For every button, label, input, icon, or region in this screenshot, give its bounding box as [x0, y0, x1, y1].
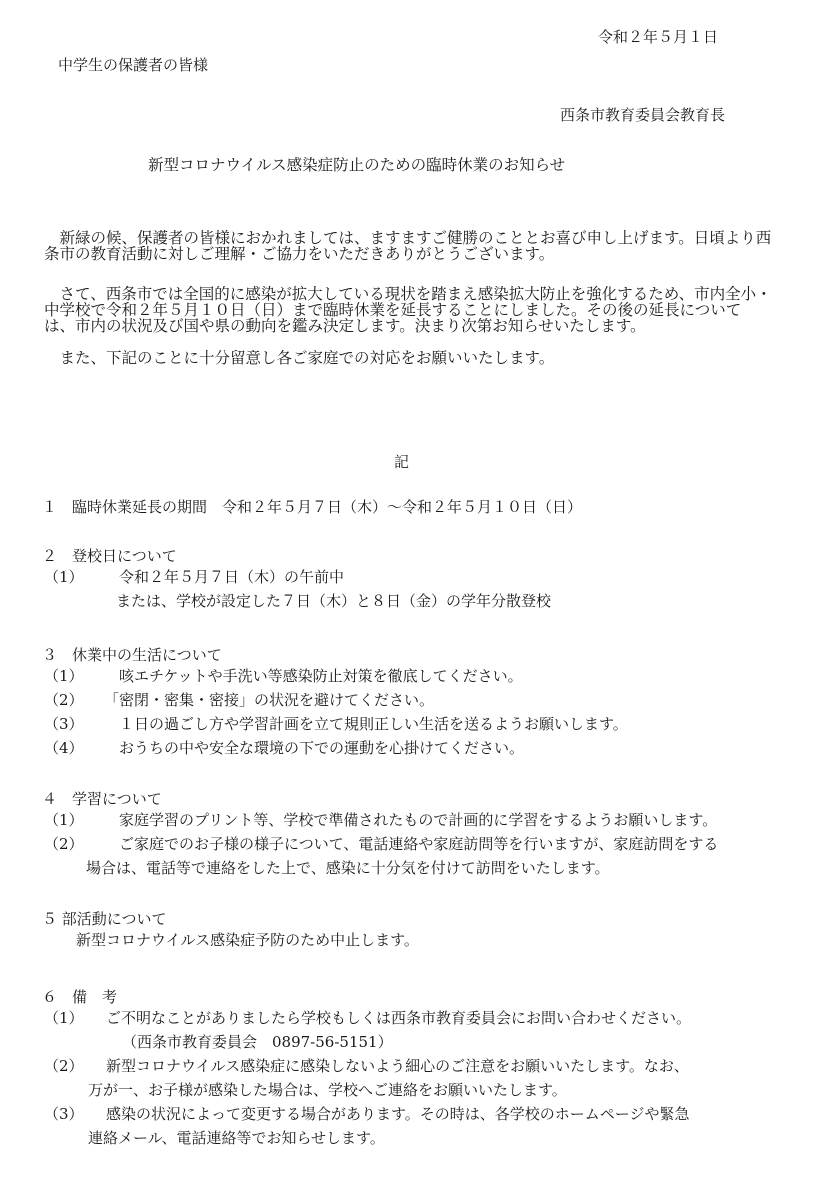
item-number: （1）	[44, 1009, 84, 1027]
paragraph-request: また、下記のことに十分留意し各ご家庭での対応をお願いいたします。	[44, 349, 555, 367]
ki-heading: 記	[394, 453, 410, 471]
list-item	[42, 1054, 782, 1078]
item-continuation: または、学校が設定した７日（木）と８日（金）の学年分散登校	[116, 592, 552, 610]
item-number: （1）	[44, 667, 84, 685]
section-heading: ６ 備 考	[42, 988, 118, 1006]
item-text: 令和２年５月７日（木）の午前中	[104, 568, 345, 586]
item-number: （3）	[44, 715, 84, 733]
item-number: （2）	[44, 835, 84, 853]
section-heading: １ 臨時休業延長の期間 令和２年５月７日（木）～令和２年５月１０日（日）	[42, 498, 583, 516]
list-item	[42, 1102, 782, 1126]
item-continuation: 連絡メール、電話連絡等でお知らせします。	[88, 1129, 385, 1147]
item-text: おうちの中や安全な環境の下での運動を心掛けてください。	[104, 739, 525, 757]
section-club	[42, 910, 782, 952]
item-text: 家庭学習のプリント等、学校で準備されたもので計画的に学習をするようお願いします。	[104, 811, 718, 829]
list-item	[42, 1006, 782, 1030]
item-number: （2）	[44, 1057, 84, 1075]
item-number: （2）	[44, 691, 84, 709]
list-item	[42, 808, 782, 832]
recipient: 中学生の保護者の皆様	[58, 56, 209, 74]
item-number: （1）	[44, 568, 84, 586]
section-heading: ３ 休業中の生活について	[42, 646, 222, 664]
section-heading: ４ 学習について	[42, 790, 162, 808]
paragraph-greeting: 新緑の候、保護者の皆様におかれましては、ますますご健勝のこととお喜び申し上げます。日頃より西条市の教育活動に対しご理解・ご協力をいただきありがとうございます。	[44, 229, 772, 263]
item-text: 感染の状況によって変更する場合があります。その時は、各学校のホームページや緊急	[106, 1105, 690, 1123]
section-study	[42, 790, 782, 880]
document-date: 令和２年５月１日	[598, 28, 719, 46]
section-school-days	[42, 547, 782, 613]
item-text: 新型コロナウイルス感染症に感染しないよう細心のご注意をお願いいたします。なお、	[106, 1057, 689, 1075]
item-continuation: 万が一、お子様が感染した場合は、学校へご連絡をお願いいたします。	[88, 1081, 567, 1099]
list-item	[42, 565, 782, 589]
item-text: ご不明なことがありましたら学校もしくは西条市教育委員会にお問い合わせください。	[106, 1009, 692, 1027]
list-item	[42, 664, 782, 688]
item-number: （1）	[44, 811, 84, 829]
section-text: 新型コロナウイルス感染症予防のため中止します。	[76, 931, 419, 949]
section-daily-life	[42, 646, 782, 760]
section-period	[42, 498, 782, 516]
item-continuation: （西条市教育委員会 0897-56-5151）	[122, 1033, 393, 1051]
item-text: 咳エチケットや手洗い等感染防止対策を徹底してください。	[104, 667, 523, 685]
section-heading: ５ 部活動について	[42, 910, 167, 928]
section-remarks	[42, 988, 782, 1150]
paragraph-notice: さて、西条市では全国的に感染が拡大している現状を踏まえ感染拡大防止を強化するため、市内全小・中学校で令和２年５月１０日（日）まで臨時休業を延長することにしました。その後の延長については、市内の状況及び国や県の動向を鑑み決定します。決まり次第お知らせいたします。	[44, 285, 772, 335]
list-item	[42, 688, 782, 712]
item-continuation: 場合は、電話等で連絡をした上で、感染に十分気を付けて訪問をいたします。	[86, 859, 610, 877]
item-number: （3）	[44, 1105, 84, 1123]
item-text: ご家庭でのお子様の様子について、電話連絡や家庭訪問等を行いますが、家庭訪問をする	[104, 835, 719, 853]
list-item	[42, 832, 782, 856]
item-number: （4）	[44, 739, 84, 757]
sender: 西条市教育委員会教育長	[560, 106, 726, 124]
list-item	[42, 712, 782, 736]
item-text: １日の過ごし方や学習計画を立て規則正しい生活を送るようお願いします。	[104, 715, 628, 733]
document-title: 新型コロナウイルス感染症防止のための臨時休業のお知らせ	[148, 156, 566, 174]
list-item	[42, 736, 782, 760]
item-text: 「密閉・密集・密接」の状況を避けてください。	[104, 691, 435, 709]
section-heading: ２ 登校日について	[42, 547, 177, 565]
